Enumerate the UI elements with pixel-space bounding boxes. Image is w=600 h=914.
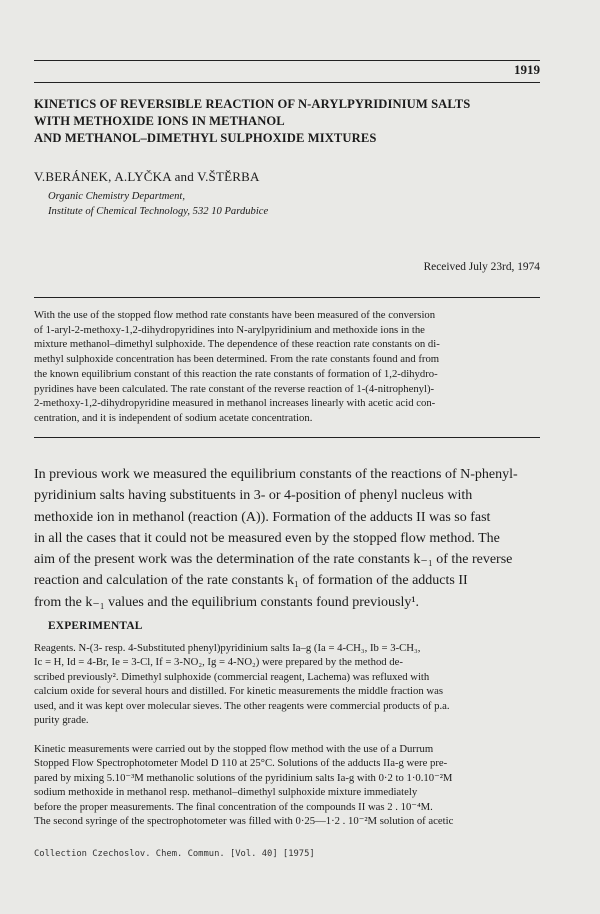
abstract-line: centration, and it is independent of sodium acetate concentration. — [34, 411, 313, 424]
abstract-line: pyridines have been calculated. The rate constant of the reverse reaction of 1-(4-nitrophenyl)- — [34, 382, 435, 395]
affiliation-line: Organic Chemistry Department, — [48, 191, 186, 202]
title-line: KINETICS OF REVERSIBLE REACTION OF N-ARYLPYRIDINIUM SALTS — [34, 97, 471, 111]
intro-line: reaction and calculation of the rate constants k₁ of formation of the adducts II — [34, 573, 468, 589]
abstract-line: methyl sulphoxide concentration has been determined. From the rate constants found and from — [34, 353, 440, 366]
reagents-line: used, and it was kept over molecular sieves. The other reagents were commercial products of p.a. — [34, 699, 450, 712]
title-line: AND METHANOL–DIMETHYL SULPHOXIDE MIXTURES — [34, 131, 377, 145]
affiliation-line: Institute of Chemical Technology, 532 10 Pardubice — [48, 206, 269, 217]
abstract-line: mixture methanol–dimethyl sulphoxide. The dependence of these reaction rate constants on di- — [34, 338, 440, 351]
kinetic-line: Kinetic measurements were carried out by the stopped flow method with the use of a Durrum — [34, 743, 434, 755]
section-heading: EXPERIMENTAL — [48, 620, 143, 632]
intro-line: from the k₋₁ values and the equilibrium constants found previously¹. — [34, 594, 420, 610]
received-date: Received July 23rd, 1974 — [423, 261, 540, 273]
kinetic-line: sodium methoxide in methanol resp. methanol–dimethyl sulphoxide mixture immediately — [34, 786, 418, 799]
kinetic-line: pared by mixing 5.10⁻³M methanolic solutions of the pyridinium salts Ia-g with 0·2 to 1·0.10⁻²M — [34, 771, 453, 784]
header-rule — [34, 82, 540, 83]
authors: V.BERÁNEK, A.LYČKA and V.ŠTĚRBA — [34, 169, 260, 184]
abstract-line: 2-methoxy-1,2-dihydropyridine measured in methanol increases linearly with acetic acid con- — [34, 397, 436, 410]
title-line: WITH METHOXIDE IONS IN METHANOL — [34, 114, 285, 128]
intro-line: in all the cases that it could not be measured even by the stopped flow method. The — [34, 530, 500, 546]
intro-line: aim of the present work was the determination of the rate constants k₋₁ of the reverse — [34, 552, 513, 568]
abstract-line: of 1-aryl-2-methoxy-1,2-dihydropyridines into N-arylpyridinium and methoxide ions in the — [34, 323, 425, 336]
article-title — [34, 96, 554, 147]
reagents-line: calcium oxide for several hours and distilled. For kinetic measurements the middle fraction was — [34, 685, 443, 698]
kinetic-line: The second syringe of the spectrophotometer was filled with 0·25—1·2 . 10⁻²M solution of acetic — [34, 815, 454, 828]
top-rule — [34, 60, 540, 61]
journal-footer: Collection Czechoslov. Chem. Commun. [Vol. 40] [1975] — [34, 849, 315, 859]
abstract-bottom-rule — [34, 437, 540, 438]
abstract — [34, 308, 540, 426]
kinetic-line: Stopped Flow Spectrophotometer Model D 110 at 25°C. Solutions of the adducts IIa-g were pre- — [34, 757, 448, 770]
reagents-line: scribed previously². Dimethyl sulphoxide (commercial reagent, Lachema) was refluxed with — [34, 670, 430, 683]
abstract-line: With the use of the stopped flow method rate constants have been measured of the conversion — [34, 309, 436, 321]
intro-line: pyridinium salts having substituents in 3- or 4-position of phenyl nucleus with — [34, 488, 473, 504]
reagents-line: Reagents. N-(3- resp. 4-Substituted phenyl)pyridinium salts Ia–g (Ia = 4-CH₃, Ib = 3-CH₃, — [34, 642, 421, 654]
intro-paragraph — [34, 464, 540, 613]
abstract-line: the known equilibrium constant of this reaction the rate constants of formation of 1,2-dihydro- — [34, 367, 438, 380]
affiliation — [48, 189, 268, 219]
kinetic-paragraph — [34, 742, 540, 828]
page-number: 1919 — [514, 62, 540, 77]
reagents-line: Ic = H, Id = 4-Br, Ie = 3-Cl, If = 3-NO₂, Ig = 4-NO₂) were prepared by the method de- — [34, 656, 403, 669]
reagents-paragraph — [34, 641, 540, 727]
intro-line: In previous work we measured the equilibrium constants of the reactions of N-phenyl- — [34, 467, 518, 482]
kinetic-line: before the proper measurements. The final concentration of the compounds II was 2 . 10⁻⁴M. — [34, 800, 433, 813]
reagents-line: purity grade. — [34, 714, 89, 727]
intro-line: methoxide ion in methanol (reaction (A)). Formation of the adducts II was so fast — [34, 509, 491, 525]
abstract-top-rule — [34, 297, 540, 298]
